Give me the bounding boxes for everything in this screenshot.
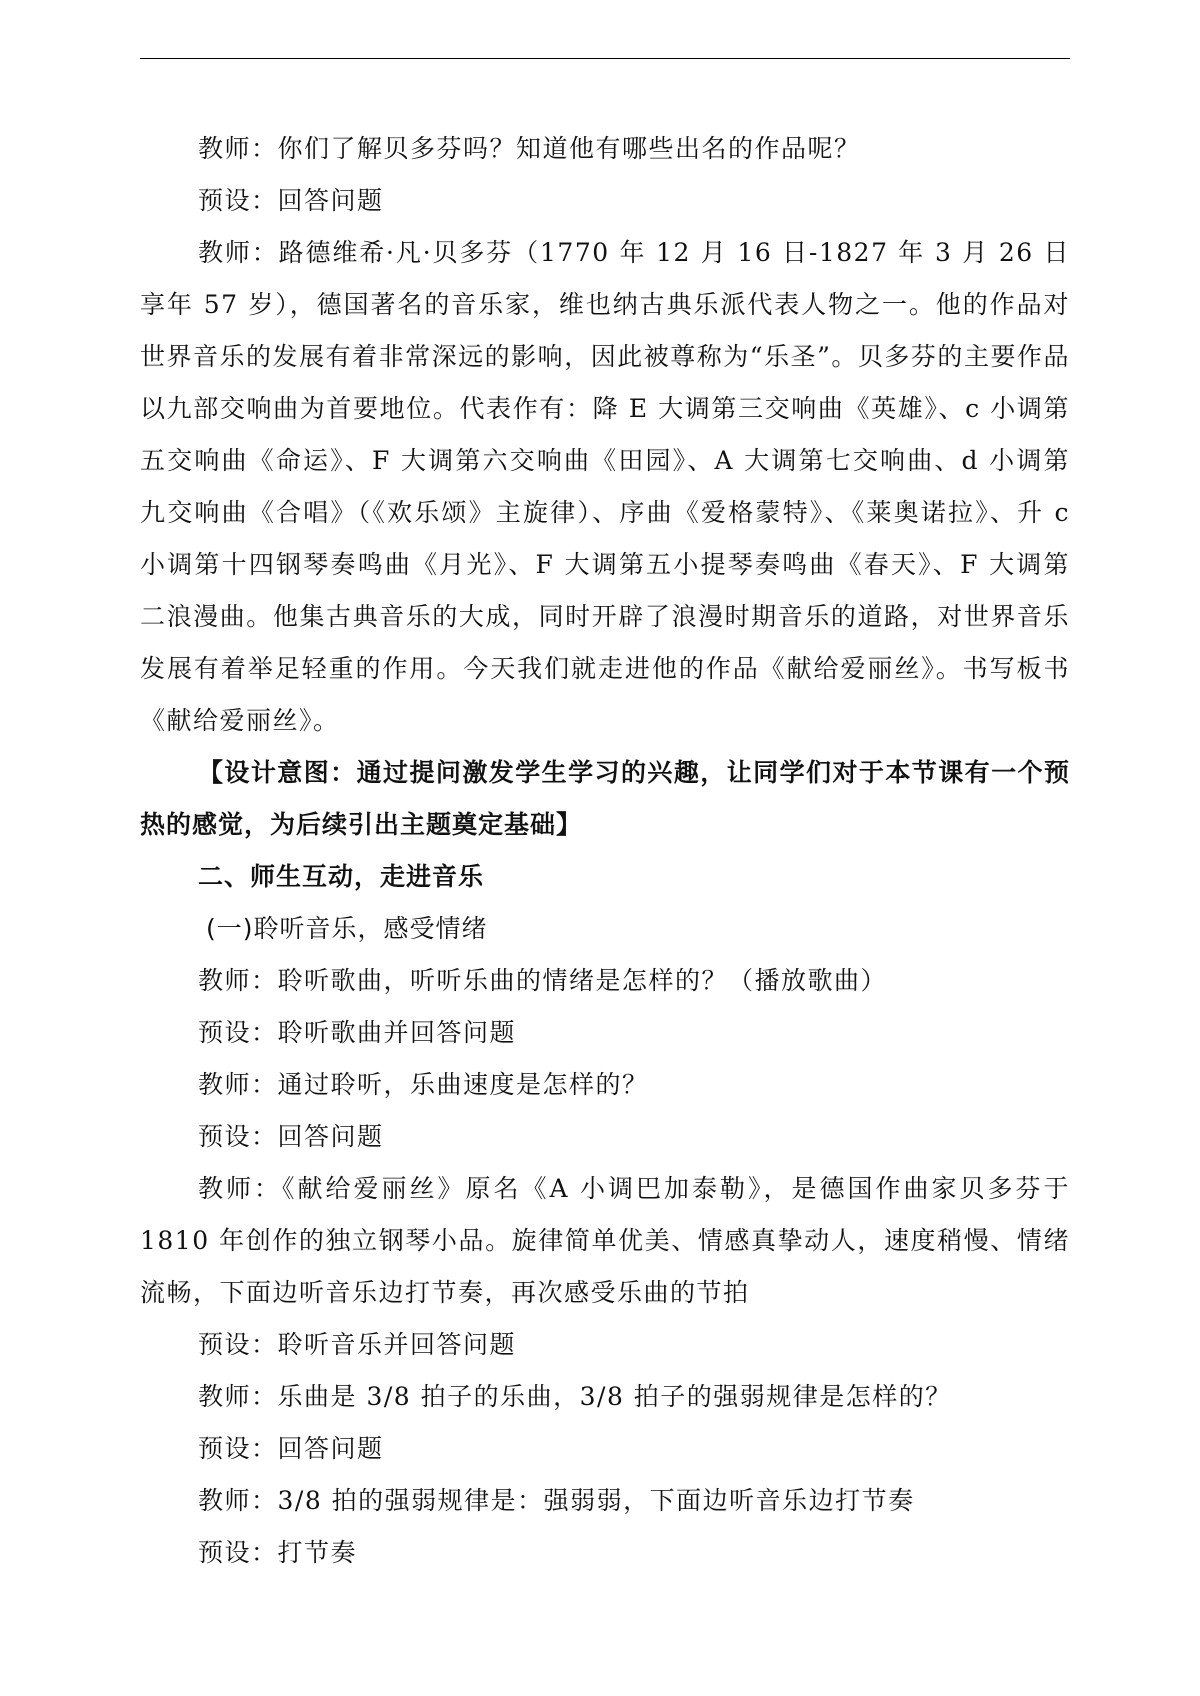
paragraph-preset-answer: 预设：回答问题 <box>198 186 384 215</box>
document-body <box>140 123 1070 1579</box>
paragraph-listen-song: 教师：聆听歌曲，听听乐曲的情绪是怎样的？（播放歌曲） <box>198 966 888 995</box>
paragraph-tempo-question: 教师：通过聆听，乐曲速度是怎样的？ <box>198 1070 649 1099</box>
paragraph-preset-answer-3: 预设：回答问题 <box>198 1434 384 1463</box>
paragraph-preset-listen: 预设：聆听歌曲并回答问题 <box>198 1018 517 1047</box>
paragraph-design-intent: 【设计意图：通过提问激发学生学习的兴趣，让同学们对于本节课有一个预热的感觉，为后续引出主题奠定基础】 <box>140 758 1070 839</box>
paragraph-preset-rhythm: 预设：打节奏 <box>198 1538 358 1567</box>
paragraph-preset-answer-2: 预设：回答问题 <box>198 1122 384 1151</box>
paragraph-teacher-question: 教师：你们了解贝多芬吗？知道他有哪些出名的作品呢？ <box>198 134 861 163</box>
paragraph-meter-explain: 教师：3/8 拍的强弱规律是：强弱弱，下面边听音乐边打节奏 <box>198 1486 915 1515</box>
paragraph-meter-question: 教师：乐曲是 3/8 拍子的乐曲，3/8 拍子的强弱规律是怎样的？ <box>198 1382 952 1411</box>
header-rule <box>140 58 1070 59</box>
paragraph-beethoven-intro: 教师：路德维希·凡·贝多芬（1770 年 12 月 16 日-1827 年 3 月 26 日享年 57 岁），德国著名的音乐家，维也纳古典乐派代表人物之一。他的作品对世界音乐的发展有着非常深远的影响，因此被尊称为“乐圣”。贝多芬的主要作品以九部交响曲为首要地位。代表作有：降 E 大调第三交响曲《英雄》、c 小调第五交响曲《命运》、F 大调第六交响曲《田园》、A 大调第七交响曲、d 小调第九交响曲《合唱》（《欢乐颂》主旋律）、序曲《爱格蒙特》、《莱奥诺拉》、升 c 小调第十四钢琴奏鸣曲《月光》、F 大调第五小提琴奏鸣曲《春天》、F 大调第二浪漫曲。他集古典音乐的大成，同时开辟了浪漫时期音乐的道路，对世界音乐发展有着举足轻重的作用。今天我们就走进他的作品《献给爱丽丝》。书写板书《献给爱丽丝》。 <box>140 238 1070 735</box>
subsection-heading: (一)聆听音乐，感受情绪 <box>206 914 488 943</box>
paragraph-preset-listen-answer: 预设：聆听音乐并回答问题 <box>198 1330 517 1359</box>
section-heading: 二、师生互动，走进音乐 <box>198 862 485 891</box>
paragraph-elise-intro: 教师：《献给爱丽丝》原名《A 小调巴加泰勒》，是德国作曲家贝多芬于 1810 年创作的独立钢琴小品。旋律简单优美、情感真挚动人，速度稍慢、情绪流畅，下面边听音乐边打节奏，再次感受乐曲的节拍 <box>140 1174 1070 1307</box>
